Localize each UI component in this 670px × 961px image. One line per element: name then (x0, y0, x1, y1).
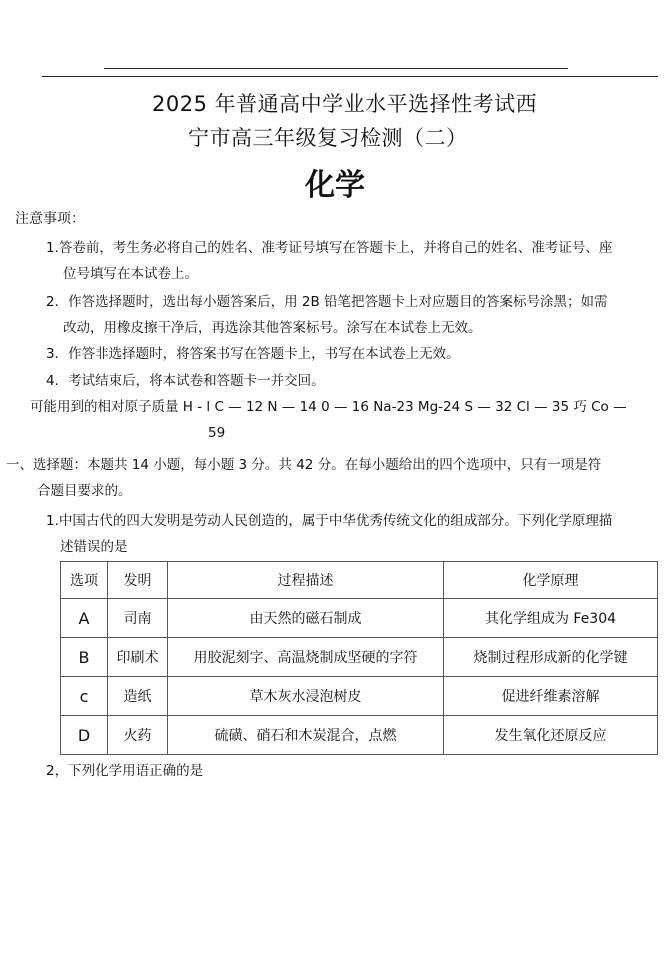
principle-cell: 促进纤维素溶解 (444, 677, 658, 716)
note-1-line-1: 1.答卷前，考生务必将自己的姓名、准考证号填写在答题卡上，并将自己的姓名、准考证号、座 (46, 240, 613, 256)
table-row (61, 638, 658, 677)
process-cell: 由天然的磁石制成 (168, 599, 444, 638)
principle-cell: 发生氧化还原反应 (444, 716, 658, 755)
header-process: 过程描述 (168, 562, 444, 599)
option-letter: c (61, 677, 108, 716)
table-row (61, 599, 658, 638)
note-4: 4．考试结束后，将本试卷和答题卡一并交回。 (46, 373, 325, 389)
section-heading-line-2: 合题目要求的。 (37, 483, 132, 499)
table-row (61, 677, 658, 716)
process-cell: 用胶泥刻字、高温烧制成坚硬的字符 (168, 638, 444, 677)
title-line-1: 2025 年普通高中学业水平选择性考试西 (152, 92, 538, 116)
invention-cell: 火药 (108, 716, 168, 755)
principle-cell: 其化学组成为 Fe304 (444, 599, 658, 638)
invention-cell: 造纸 (108, 677, 168, 716)
question-1-table (60, 561, 658, 755)
principle-cell: 烧制过程形成新的化学键 (444, 638, 658, 677)
option-letter: B (61, 638, 108, 677)
option-letter: D (61, 716, 108, 755)
table-row (61, 716, 658, 755)
notes-heading: 注意事项： (15, 211, 85, 227)
question-2: 2，下列化学用语正确的是 (46, 763, 204, 779)
process-cell: 草木灰水浸泡树皮 (168, 677, 444, 716)
invention-cell: 司南 (108, 599, 168, 638)
header-option: 选项 (61, 562, 108, 599)
atomic-mass-line-1: 可能用到的相对原子质量 H - l C — 12 N — 14 0 — 16 Na-23 Mg-24 S — 32 Cl — 35 巧 Co — (30, 399, 627, 415)
header-invention: 发明 (108, 562, 168, 599)
section-heading-line-1: 一、选择题：本题共 14 小题，每小题 3 分。共 42 分。在每小题给出的四个选项中，只有一项是符 (6, 457, 602, 473)
table-header-row (61, 562, 658, 599)
question-1-line-2: 述错误的是 (60, 539, 128, 555)
note-2-line-2: 改动，用橡皮擦干净后，再选涂其他答案标号。涂写在本试卷上无效。 (63, 320, 482, 336)
option-letter: A (61, 599, 108, 638)
process-cell: 硫磺、硝石和木炭混合，点燃 (168, 716, 444, 755)
invention-cell: 印刷术 (108, 638, 168, 677)
top-rule-inner (104, 68, 568, 69)
top-rule-outer (42, 76, 658, 77)
atomic-mass-line-2: 59 (208, 425, 226, 441)
note-1-line-2: 位号填写在本试卷上。 (63, 266, 198, 282)
header-principle: 化学原理 (444, 562, 658, 599)
note-2-line-1: 2．作答选择题时，选出每小题答案后，用 2B 铅笔把答题卡上对应题目的答案标号涂黑；如需 (46, 294, 608, 310)
title-line-2: 宁市高三年级复习检测（二） (188, 126, 468, 150)
subject-title: 化学 (305, 168, 365, 203)
note-3: 3．作答非选择题时，将答案书写在答题卡上，书写在本试卷上无效。 (46, 346, 460, 362)
question-1-line-1: 1.中国古代的四大发明是劳动人民创造的，属于中华优秀传统文化的组成部分。下列化学原理描 (46, 513, 613, 529)
